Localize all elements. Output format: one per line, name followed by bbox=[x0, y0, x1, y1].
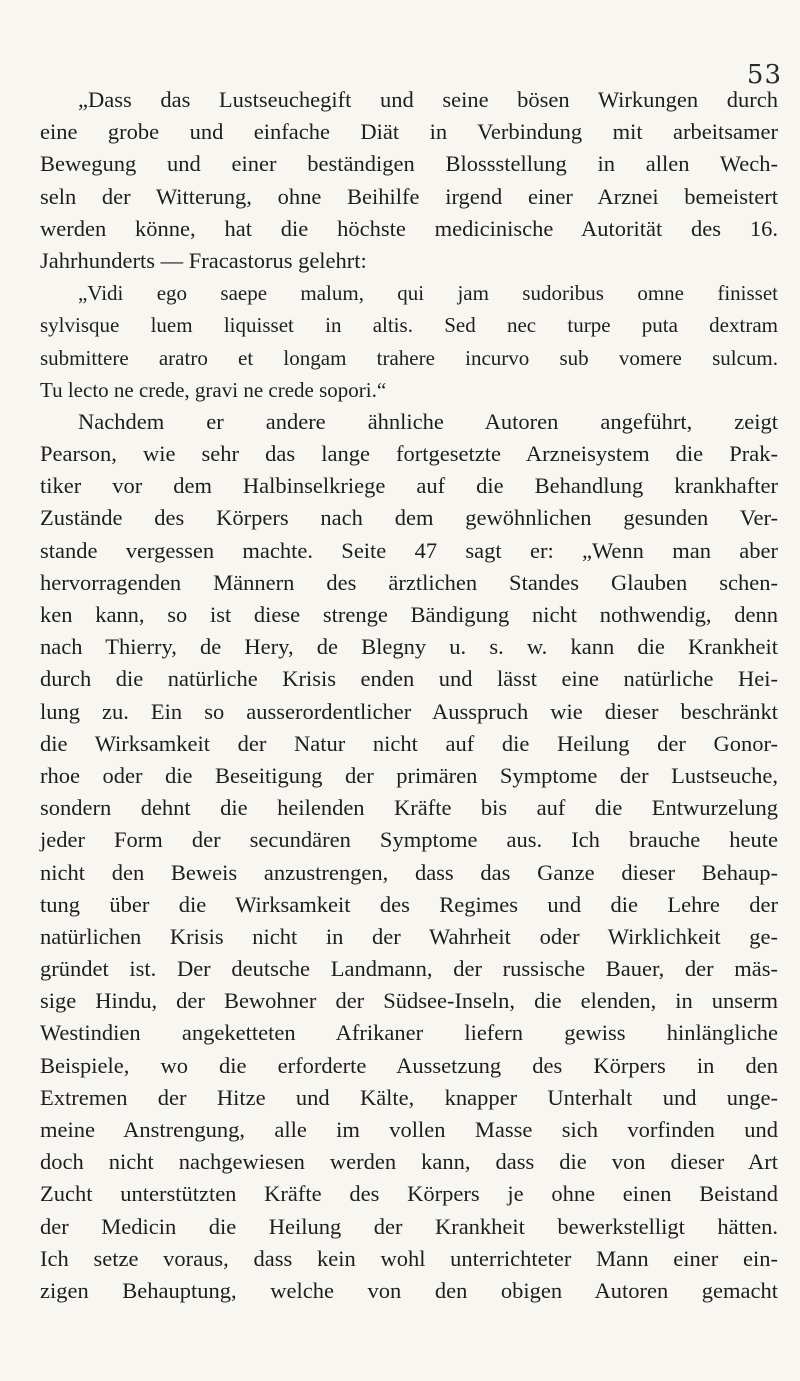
text-line: „Vidi ego saepe malum, qui jam sudoribus omne finisset bbox=[78, 281, 778, 306]
text-line: rhoe oder die Beseitigung der primären Symptome der Lustseuche, bbox=[40, 762, 778, 788]
text-line: lung zu. Ein so ausserordentlicher Ausspruch wie dieser beschränkt bbox=[40, 698, 778, 724]
text-line: sondern dehnt die heilenden Kräfte bis auf die Entwurzelung bbox=[40, 795, 778, 821]
text-line: Zustände des Körpers nach dem gewöhnlichen gesunden Ver- bbox=[40, 505, 778, 531]
text-line: „Dass das Lustseuchegift und seine bösen Wirkungen durch bbox=[78, 87, 778, 112]
text-line: meine Anstrengung, alle im vollen Masse sich vorfinden und bbox=[40, 1117, 778, 1142]
page-number: 53 bbox=[746, 60, 782, 90]
text-line: tung über die Wirksamkeit des Regimes und die Lehre der bbox=[40, 891, 778, 917]
text-line: Beispiele, wo die erforderte Aussetzung des Körpers in den bbox=[40, 1052, 778, 1078]
text-line: die Wirksamkeit der Natur nicht auf die Heilung der Gonor- bbox=[40, 730, 778, 756]
text-line: Bewegung und einer beständigen Blossstellung in allen Wech- bbox=[40, 151, 778, 177]
text-line: nicht den Beweis anzustrengen, dass das Ganze dieser Behaup- bbox=[40, 859, 778, 885]
text-line: werden könne, hat die höchste medicinische Autorität des 16. bbox=[40, 215, 778, 241]
text-line: Ich setze voraus, dass kein wohl unterrichteter Mann einer ein- bbox=[40, 1245, 778, 1271]
body-text bbox=[40, 84, 778, 1307]
text-line: eine grobe und einfache Diät in Verbindung mit arbeitsamer bbox=[40, 119, 778, 145]
text-line: durch die natürliche Krisis enden und lässt eine natürliche Hei- bbox=[40, 666, 778, 692]
text-line: Westindien angeketteten Afrikaner liefern gewiss hinlängliche bbox=[40, 1020, 778, 1046]
text-line: nach Thierry, de Hery, de Blegny u. s. w. kann die Krankheit bbox=[40, 634, 778, 660]
text-line: jeder Form der secundären Symptome aus. Ich brauche heute bbox=[40, 827, 778, 853]
text-line: der Medicin die Heilung der Krankheit bewerkstelligt hätten. bbox=[40, 1213, 778, 1239]
text-line: sige Hindu, der Bewohner der Südsee-Inseln, die elenden, in unserm bbox=[40, 988, 778, 1014]
text-line: hervorragenden Männern des ärztlichen Standes Glauben schen- bbox=[40, 569, 778, 595]
text-line: doch nicht nachgewiesen werden kann, dass die von dieser Art bbox=[40, 1149, 778, 1175]
text-line: Zucht unterstützten Kräfte des Körpers je ohne einen Beistand bbox=[40, 1181, 778, 1207]
text-line: submittere aratro et longam trahere incurvo sub vomere sulcum. bbox=[40, 345, 778, 370]
text-line: stande vergessen machte. Seite 47 sagt er: „Wenn man aber bbox=[40, 537, 778, 563]
text-line: sylvisque luem liquisset in altis. Sed nec turpe puta dextram bbox=[40, 313, 778, 338]
text-line: natürlichen Krisis nicht in der Wahrheit oder Wirklichkeit ge- bbox=[40, 923, 778, 949]
text-line: tiker vor dem Halbinselkriege auf die Behandlung krankhafter bbox=[40, 473, 778, 499]
text-line: Tu lecto ne crede, gravi ne crede sopori.“ bbox=[40, 377, 387, 402]
text-line: gründet ist. Der deutsche Landmann, der russische Bauer, der mäs- bbox=[40, 956, 778, 982]
text-line: Nachdem er andere ähnliche Autoren angeführt, zeigt bbox=[78, 408, 778, 434]
text-line: Jahrhunderts — Fracastorus gelehrt: bbox=[40, 247, 367, 273]
text-line: zigen Behauptung, welche von den obigen Autoren gemacht bbox=[40, 1277, 778, 1303]
text-line: Extremen der Hitze und Kälte, knapper Unterhalt und unge- bbox=[40, 1084, 778, 1110]
text-line: Pearson, wie sehr das lange fortgesetzte Arzneisystem die Prak- bbox=[40, 441, 778, 467]
text-line: seln der Witterung, ohne Beihilfe irgend einer Arznei bemeistert bbox=[40, 183, 778, 209]
text-line: ken kann, so ist diese strenge Bändigung nicht nothwendig, denn bbox=[40, 602, 778, 627]
